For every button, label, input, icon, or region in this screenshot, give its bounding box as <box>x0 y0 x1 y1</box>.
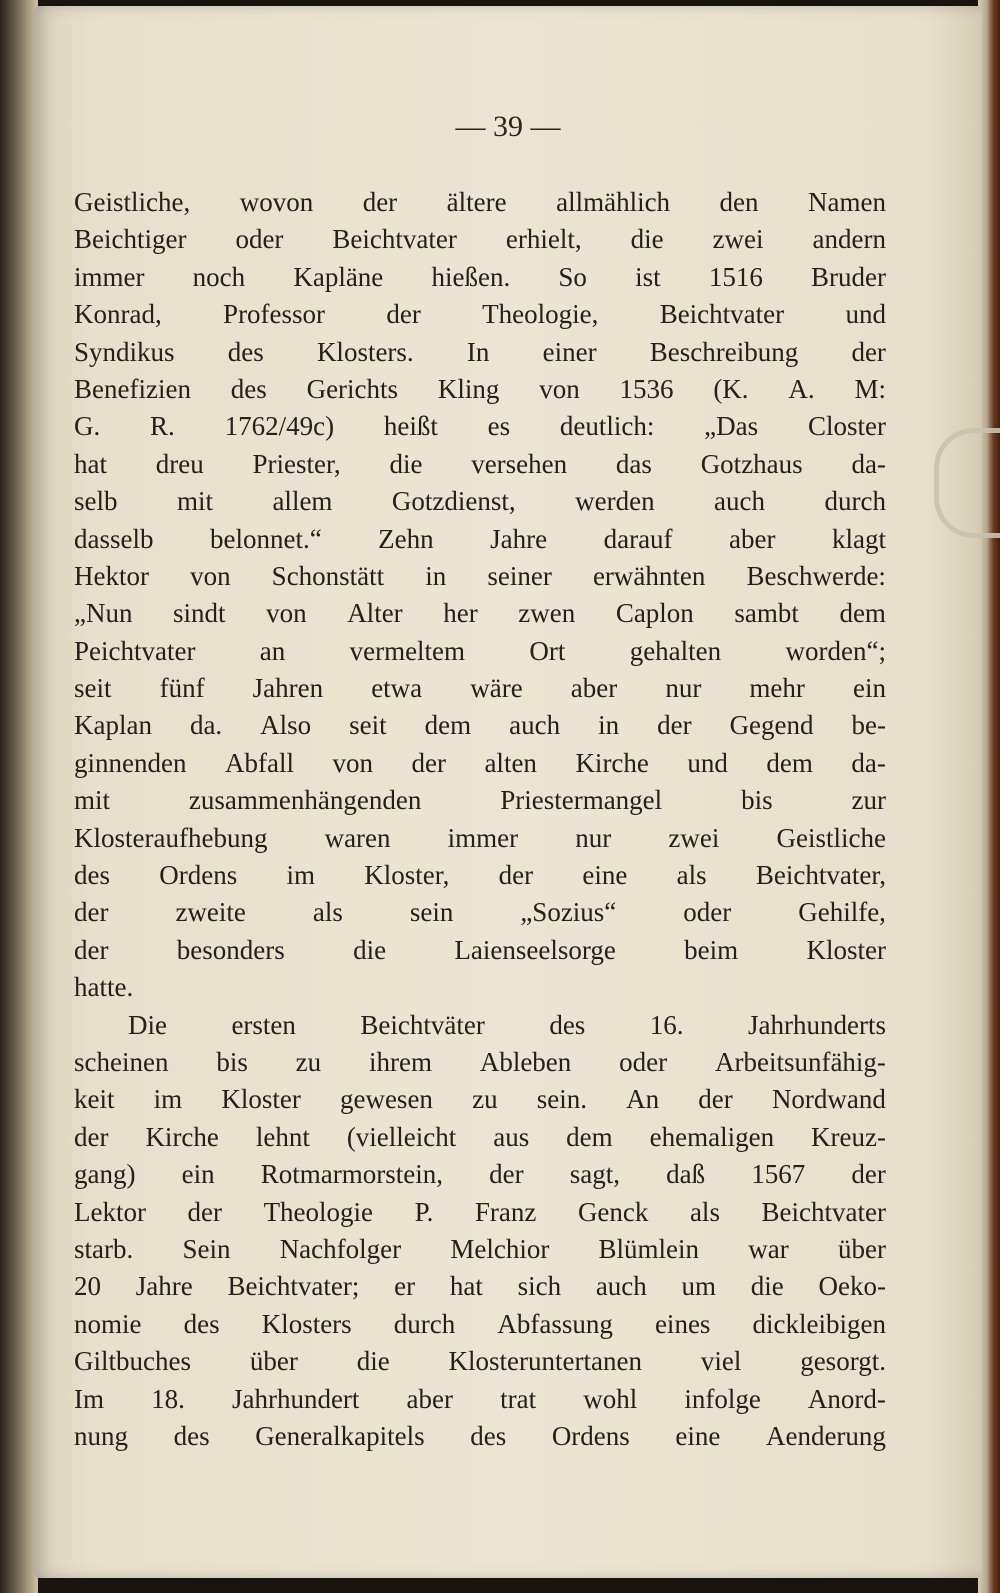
text-line: Kaplan da. Also seit dem auch in der Gegend be- <box>74 710 886 741</box>
text-line: 20 Jahre Beichtvater; er hat sich auch um die Oeko- <box>74 1271 886 1302</box>
text-line: Hektor von Schonstätt in seiner erwähnten Beschwerde: <box>74 560 886 591</box>
page-clip-mark <box>934 428 1000 538</box>
text-line: Klosteraufhebung waren immer nur zwei Geistliche <box>74 822 886 853</box>
text-line: Im 18. Jahrhundert aber trat wohl infolge Anord- <box>74 1383 886 1414</box>
text-line: des Ordens im Kloster, der eine als Beichtvater, <box>74 860 886 891</box>
text-line: Syndikus des Klosters. In einer Beschreibung der <box>74 336 886 367</box>
text-line: gang) ein Rotmarmorstein, der sagt, daß 1567 der <box>74 1159 886 1190</box>
text-line: G. R. 1762/49c) heißt es deutlich: „Das Closter <box>74 411 886 442</box>
page-number: — 39 — <box>455 110 561 143</box>
text-line: Konrad, Professor der Theologie, Beichtvater und <box>74 299 886 330</box>
book-spine-edge <box>0 0 38 1593</box>
text-line: Beichtiger oder Beichtvater erhielt, die zwei andern <box>74 224 886 255</box>
text-line: immer noch Kapläne hießen. So ist 1516 Bruder <box>74 261 886 292</box>
body-text <box>74 184 886 1455</box>
text-line: Lektor der Theologie P. Franz Genck als Beichtvater <box>74 1196 886 1227</box>
text-line: keit im Kloster gewesen zu sein. An der Nordwand <box>74 1084 886 1115</box>
text-line: Benefizien des Gerichts Kling von 1536 (K. A. M: <box>74 373 886 404</box>
text-line: seit fünf Jahren etwa wäre aber nur mehr ein <box>74 673 886 704</box>
text-line: Die ersten Beichtväter des 16. Jahrhunderts <box>128 1009 886 1040</box>
text-line: der zweite als sein „Sozius“ oder Gehilfe, <box>74 897 886 928</box>
text-line: Giltbuches über die Klosteruntertanen viel gesorgt. <box>74 1346 886 1377</box>
text-line: hatte. <box>74 972 134 1003</box>
text-line: Geistliche, wovon der ältere allmählich den Namen <box>74 187 886 217</box>
text-line: dasselb belonnet.“ Zehn Jahre darauf aber klagt <box>74 523 886 554</box>
text-line: mit zusammenhängenden Priestermangel bis zur <box>74 785 886 816</box>
book-page <box>34 6 982 1578</box>
text-line: scheinen bis zu ihrem Ableben oder Arbeitsunfähig- <box>74 1046 886 1077</box>
text-line: „Nun sindt von Alter her zwen Caplon sambt dem <box>74 598 886 629</box>
text-line: ginnenden Abfall von der alten Kirche und dem da- <box>74 747 886 778</box>
text-line: Peichtvater an vermeltem Ort gehalten worden“; <box>74 635 886 666</box>
text-line: der Kirche lehnt (vielleicht aus dem ehemaligen Kreuz- <box>74 1121 886 1152</box>
text-line: starb. Sein Nachfolger Melchior Blümlein war über <box>74 1233 886 1264</box>
text-line: nung des Generalkapitels des Ordens eine Aenderung <box>74 1420 886 1451</box>
text-line: selb mit allem Gotzdienst, werden auch durch <box>74 486 886 517</box>
text-line: hat dreu Priester, die versehen das Gotzhaus da- <box>74 448 886 479</box>
text-line: nomie des Klosters durch Abfassung eines dickleibigen <box>74 1308 886 1339</box>
text-line: der besonders die Laienseelsorge beim Kloster <box>74 934 886 965</box>
